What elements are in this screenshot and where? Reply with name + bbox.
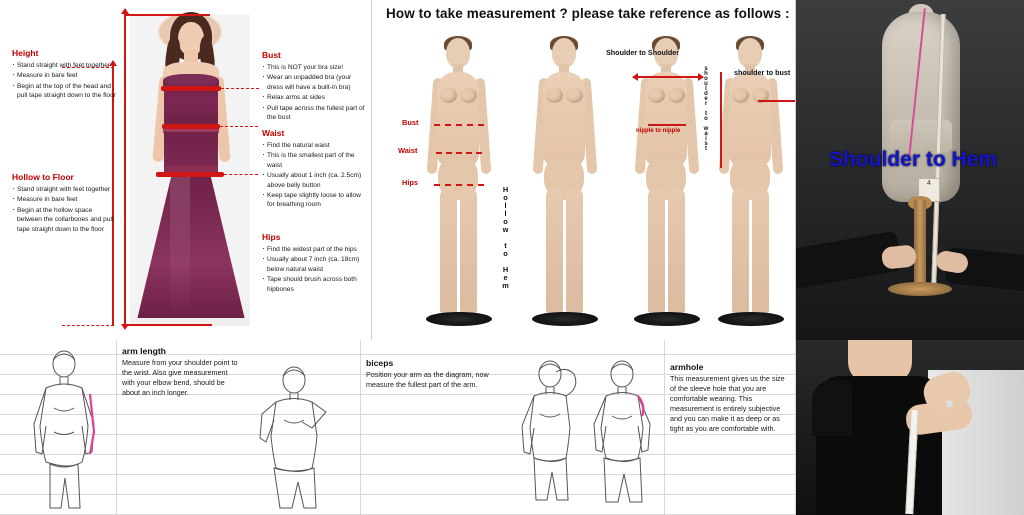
nipple-to-nipple-line	[648, 124, 686, 126]
mannequin-bust-left	[546, 88, 563, 103]
height-block	[12, 48, 118, 102]
hips-measure-line	[434, 184, 484, 186]
bottom-notes-panel	[0, 340, 796, 515]
armhole-sketch-figure-b	[578, 354, 666, 506]
mannequin-bust-right	[460, 88, 477, 103]
arm-length-note	[122, 346, 240, 398]
hips-block	[262, 232, 368, 295]
dress-skirt-highlight	[170, 176, 190, 321]
mannequin-panel-title: How to take measurement ? please take reference as follows :	[386, 6, 790, 21]
hollow-to-floor-block	[12, 172, 118, 235]
bust-item: · Pull tape across the fullest part of the bust	[262, 104, 368, 123]
mannequin-bust-left	[732, 88, 749, 103]
hips-item: · Find the widest part of the hips	[262, 245, 368, 254]
hollow-item: · Measure in bare feet	[12, 195, 118, 204]
s2s-arrow-left	[632, 73, 638, 81]
armhole-title: armhole	[670, 362, 704, 372]
waist-leader	[220, 126, 258, 127]
armhole-photo	[796, 340, 1024, 515]
shoulder-to-waist-label: shoulder to waist	[703, 66, 709, 151]
mannequin-panel	[372, 0, 796, 340]
mannequin-base	[532, 312, 598, 326]
hips-item: · Tape should brush across both hipbones	[262, 275, 368, 294]
waist-item: · This is the smallest part of the waist	[262, 151, 368, 170]
size-tag-number: 4	[927, 180, 931, 187]
dress-measurement-panel	[0, 0, 372, 340]
shoulder-to-bust-label: shoulder to bust	[734, 68, 791, 77]
mannequin-bust-right	[668, 88, 685, 103]
dress-form-stand	[914, 200, 926, 284]
hollow-to-floor-title: Hollow to Floor	[12, 172, 74, 182]
armhole-body: This measurement gives us the size of the sleeve hole that you are comfortable wearing. This measurement is entirely subjective and you can make it as deep or as tight as you are comfortable with.	[670, 374, 785, 433]
waist-tape-marker	[162, 124, 220, 129]
shoulder-to-waist-line	[720, 72, 722, 168]
arm-length-title: arm length	[122, 346, 166, 356]
mannequin-leg-right	[668, 188, 685, 314]
biceps-title: biceps	[366, 358, 394, 368]
mannequin1-bust-label: Bust	[402, 118, 419, 127]
mannequin-leg-left	[648, 188, 665, 314]
height-top-tick	[124, 14, 210, 16]
mannequin-figure-1	[416, 38, 502, 334]
waist-measure-line	[436, 152, 482, 154]
hollow-bottom-leader	[62, 325, 114, 326]
biceps-note	[366, 358, 490, 390]
dress-form-base	[888, 282, 952, 296]
bust-leader	[221, 88, 259, 89]
hips-title: Hips	[262, 232, 281, 242]
bust-tape-marker	[161, 86, 221, 91]
mannequin-leg-right	[566, 188, 583, 314]
bust-item: · Wear an unpadded bra (your dress will have a built-in bra)	[262, 73, 368, 92]
shoulder-to-bust-line	[758, 100, 800, 102]
hollow-item: · Stand straight with feet together	[12, 185, 118, 194]
shoulder-to-hem-title: Shoulder to Hem	[828, 148, 997, 171]
hollow-item: · Begin at the hollow space between the collarbones and pull tape straight down to the floor	[12, 206, 118, 234]
dress-form-photo	[796, 0, 1024, 340]
height-bottom-tick	[124, 324, 212, 326]
armhole-note	[670, 362, 786, 434]
height-bracket-line	[124, 14, 126, 326]
hips-leader	[224, 174, 258, 175]
mannequin1-waist-label: Waist	[398, 146, 418, 155]
shoulder-to-shoulder-line	[638, 76, 698, 78]
mannequin-bust-right	[566, 88, 583, 103]
mannequin-bust-left	[648, 88, 665, 103]
waist-item: · Find the natural waist	[262, 141, 368, 150]
dress-skirt	[136, 172, 246, 324]
waist-item: · Keep tape slightly loose to allow for breathing room	[262, 191, 368, 210]
waist-title: Waist	[262, 128, 285, 138]
ring-icon	[946, 400, 953, 407]
bust-item: · This is NOT your bra size!	[262, 63, 368, 72]
nipple-to-nipple-label: nipple to nipple	[636, 128, 681, 134]
mannequin-base	[634, 312, 700, 326]
hollow-to-hem-label: Hollow to Hem	[501, 185, 510, 289]
biceps-sketch-figure	[244, 362, 344, 512]
arm-length-sketch	[16, 346, 112, 512]
dress-photo	[130, 6, 250, 326]
mannequin-leg-right	[752, 188, 769, 314]
bust-block	[262, 50, 368, 123]
model-figure	[130, 6, 250, 326]
mannequin-leg-left	[732, 188, 749, 314]
mannequin-torso	[543, 72, 585, 168]
mannequin-base	[718, 312, 784, 326]
black-top-shoulder	[812, 380, 852, 436]
waist-item: · Usually about 1 inch (ca. 2.5cm) above belly button	[262, 171, 368, 190]
height-item: · Measure in bare feet	[12, 71, 118, 80]
bust-item: · Relax arms at sides	[262, 93, 368, 102]
height-item: · Begin at the top of the head and pull tape straight down to the floor	[12, 82, 118, 101]
height-item: · Stand straight with feet together	[12, 61, 118, 70]
arm-length-body: Measure from your shoulder point to the wrist. Also give measurement with your elbow bend, should be about an inch longer.	[122, 358, 238, 397]
mannequin-torso	[645, 72, 687, 168]
waist-block	[262, 128, 368, 211]
mannequin-leg-left	[440, 188, 457, 314]
mannequin1-hips-label: Hips	[402, 178, 419, 187]
shoulder-to-shoulder-label: Shoulder to Shoulder	[606, 48, 680, 57]
mannequin-leg-left	[546, 188, 563, 314]
bust-title: Bust	[262, 50, 281, 60]
mannequin-leg-right	[460, 188, 477, 314]
hips-item: · Usually about 7 inch (ca. 18cm) below natural waist	[262, 255, 368, 274]
bust-measure-line	[434, 124, 484, 126]
mannequin-figure-2	[522, 38, 608, 334]
hips-tape-marker	[156, 172, 224, 177]
mannequin-torso	[729, 72, 771, 168]
biceps-body: Position your arm as the diagram, now measure the fullest part of the arm.	[366, 370, 489, 389]
mannequin-figure-3	[624, 38, 710, 334]
mannequin-bust-left	[440, 88, 457, 103]
height-title: Height	[12, 48, 39, 58]
mannequin-base	[426, 312, 492, 326]
